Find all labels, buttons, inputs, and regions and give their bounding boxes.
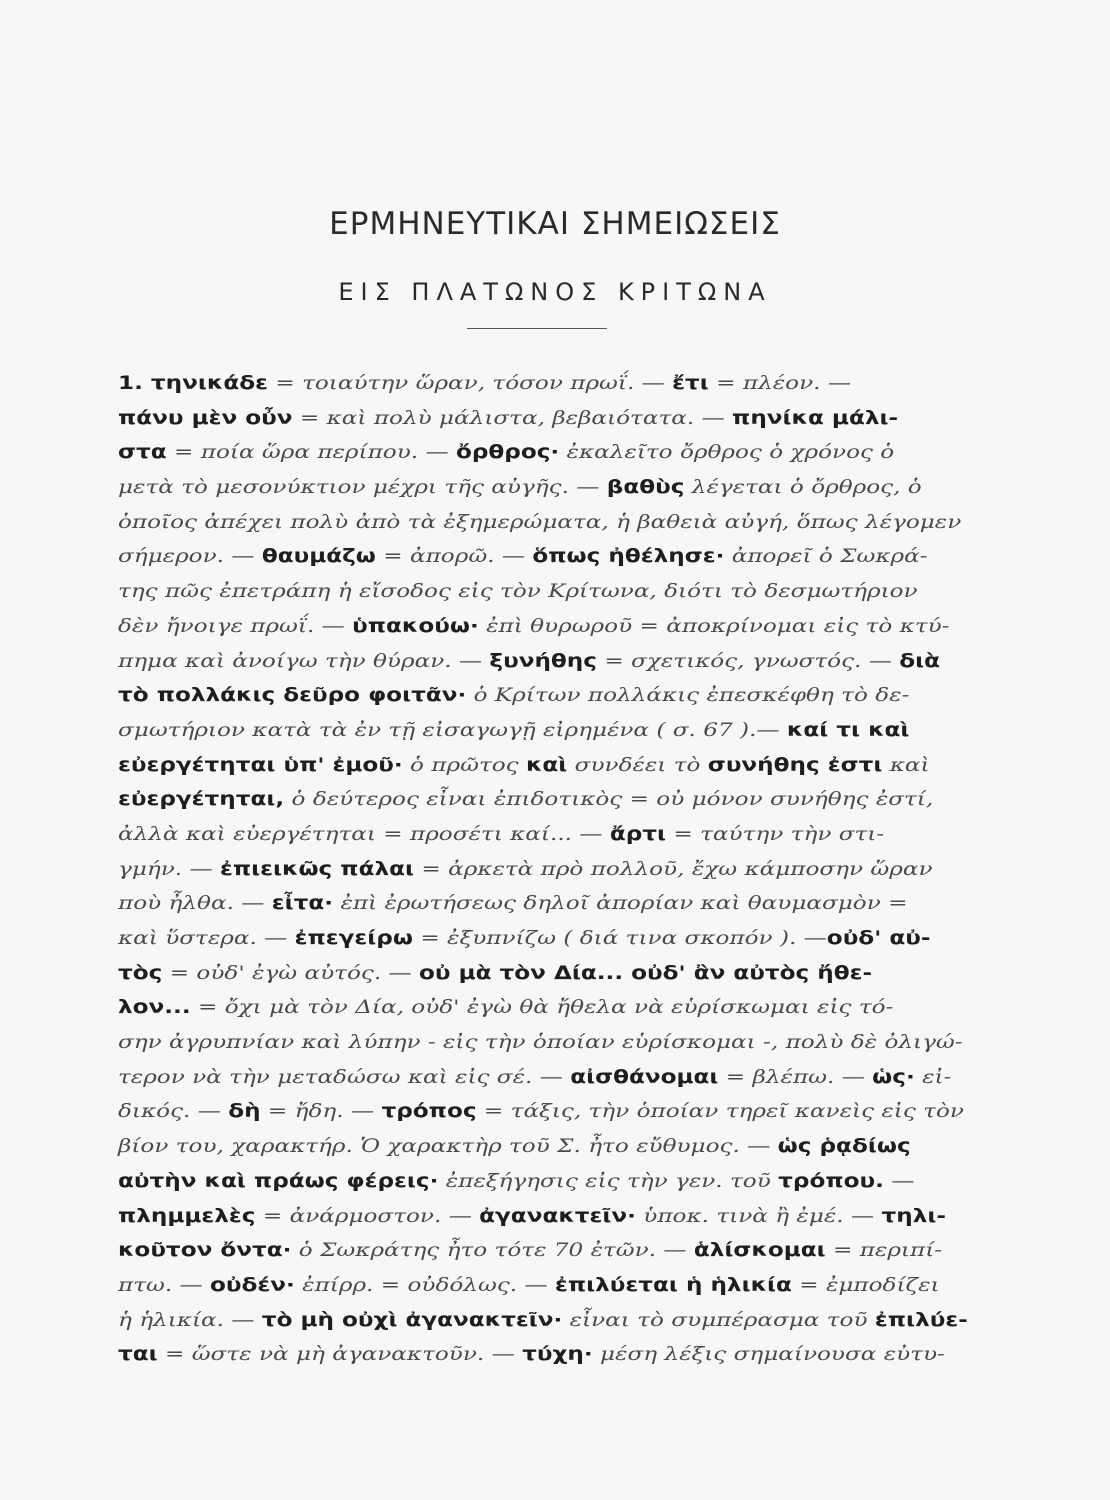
- gloss-text: —: [883, 1170, 915, 1192]
- gloss-text: = ἀνάρμοστον. —: [255, 1205, 480, 1227]
- text-line: [118, 679, 976, 714]
- text-line: [118, 645, 976, 680]
- lemma-term: πηνίκα μάλι-: [732, 407, 899, 429]
- lemma-term: ὡς ῥᾳδίως: [777, 1136, 911, 1158]
- gloss-text: = περιπί-: [825, 1240, 943, 1262]
- lemma-term: ὄρθρος·: [455, 442, 560, 464]
- text-line: [118, 1304, 976, 1339]
- gloss-text: σμωτήριον κατὰ τὰ ἐν τῇ εἰσαγωγῇ εἰρημένα ( σ. 67 ).—: [118, 719, 787, 741]
- gloss-text: της πῶς ἐπετράπη ἡ εἴσοδος εἰς τὸν Κρίτωνα, διότι τὸ δεσμωτήριον: [118, 581, 918, 603]
- gloss-text: = τοιαύτην ὥραν, τόσον πρωΐ. —: [268, 373, 673, 394]
- lemma-term: εἶτα·: [271, 893, 334, 915]
- text-line: [118, 506, 976, 541]
- gloss-text: ὁποῖος ἀπέχει πολὺ ἀπὸ τὰ ἐξημερώματα, ἡ βαθειὰ αὐγή, ὅπως λέγομεν: [118, 511, 962, 533]
- lemma-term: ἔτι: [672, 373, 709, 394]
- gloss-text: σήμερον. —: [118, 546, 262, 568]
- text-line: [118, 471, 976, 506]
- gloss-text: ποὺ ἦλθα. —: [118, 893, 272, 915]
- gloss-text: = ταύτην τὴν στι-: [666, 823, 885, 845]
- gloss-text: δικός. —: [118, 1101, 229, 1123]
- gloss-text: ὁ πρῶτος: [402, 754, 526, 776]
- gloss-text: λέγεται ὁ ὄρθρος, ὁ: [684, 477, 922, 499]
- page-subtitle: ΕΙΣ ΠΛΑΤΩΝΟΣ ΚΡΙΤΩΝΑ: [338, 278, 772, 306]
- lemma-term: ἐπιλύεται ἡ ἡλικία: [554, 1274, 792, 1296]
- gloss-text: πημα καὶ ἀνοίγω τὴν θύραν. —: [118, 650, 490, 672]
- lemma-term: κοῦτον ὄντα·: [118, 1240, 292, 1262]
- text-line: [118, 540, 976, 575]
- text-line: [118, 610, 976, 645]
- lemma-term: τὸς: [118, 962, 163, 984]
- lemma-term: δὴ: [228, 1101, 261, 1123]
- lemma-term: ἄρτι: [609, 823, 667, 845]
- gloss-text: = τάξις, τὴν ὁποίαν τηρεῖ κανεὶς εἰς τὸν: [476, 1101, 964, 1123]
- text-line: [118, 367, 976, 402]
- gloss-text: = ἀρκετὰ πρὸ πολλοῦ, ἔχω κάμποσην ὥραν: [414, 858, 933, 880]
- lemma-term: πλημμελὲς: [118, 1205, 256, 1227]
- text-line: [118, 783, 976, 818]
- lemma-term: εὐεργέτηται ὑπ' ἐμοῦ·: [118, 754, 403, 776]
- gloss-text: τερον νὰ τὴν μεταδώσω καὶ εἰς σέ. —: [118, 1066, 571, 1088]
- gloss-text: ἐπὶ θυρωροῦ = ἀποκρίνομαι εἰς τὸ κτύ-: [478, 615, 950, 637]
- lemma-term: τρόπος: [381, 1101, 477, 1123]
- text-line: [118, 957, 976, 992]
- gloss-text: καὶ ὕστερα. —: [118, 928, 295, 949]
- gloss-text: = ὥστε νὰ μὴ ἀγανακτοῦν. —: [157, 1344, 523, 1366]
- text-line: [118, 1095, 976, 1130]
- gloss-text: = ἐμποδίζει: [791, 1274, 940, 1296]
- gloss-text: ὁ δεύτερος εἶναι ἐπιδοτικὸς = οὐ μόνον συνήθης ἐστί,: [284, 789, 934, 811]
- text-line: [118, 991, 976, 1026]
- lemma-term: καὶ: [525, 754, 568, 776]
- gloss-text: πτω. —: [118, 1274, 211, 1296]
- lemma-term: οὐδ' αὐ-: [826, 928, 931, 949]
- text-line: [118, 749, 976, 784]
- lemma-term: εὐεργέτηται,: [118, 789, 285, 811]
- text-line: [118, 818, 976, 853]
- lemma-term: αὐτὴν καὶ πράως φέρεις·: [118, 1170, 439, 1192]
- lemma-term: ἁλίσκομαι: [693, 1240, 826, 1262]
- lemma-term: τὸ μὴ οὐχὶ ἀγανακτεῖν·: [261, 1309, 563, 1331]
- lemma-term: συνήθης ἐστι: [707, 754, 883, 776]
- text-line: [118, 1269, 976, 1304]
- gloss-text: συνδέει τὸ: [567, 754, 708, 776]
- commentary-body: [118, 367, 976, 1373]
- gloss-text: = βλέπω. —: [718, 1066, 873, 1088]
- text-line: [118, 436, 976, 471]
- lemma-term: τρόπου.: [778, 1170, 884, 1192]
- gloss-text: καὶ: [882, 754, 930, 776]
- gloss-text: ὁ Σωκράτης ἦτο τότε 70 ἐτῶν. —: [291, 1240, 694, 1262]
- lemma-term: ὅπως ἠθέλησε·: [532, 546, 725, 568]
- lemma-term: ἀγανακτεῖν·: [479, 1205, 636, 1227]
- gloss-text: ἀπορεῖ ὁ Σωκρά-: [724, 546, 928, 568]
- gloss-text: = ποία ὥρα περίπου. —: [166, 442, 456, 464]
- lemma-term: ἐπιεικῶς πάλαι: [219, 858, 415, 880]
- gloss-text: ὁ Κρίτων πολλάκις ἐπεσκέφθη τὸ δε-: [466, 685, 910, 707]
- text-line: [118, 1026, 976, 1061]
- lemma-term: οὐ μὰ τὸν Δία... οὐδ' ἂν αὐτὸς ἤθε-: [419, 962, 873, 984]
- lemma-term: ται: [118, 1344, 158, 1366]
- lemma-term: ἐπεγείρω: [294, 928, 413, 949]
- text-line: [118, 887, 976, 922]
- lemma-term: αἰσθάνομαι: [570, 1066, 719, 1088]
- gloss-text: ἐπίρρ. = οὐδόλως. —: [294, 1274, 555, 1296]
- text-line: [118, 1338, 976, 1373]
- text-line: [118, 1234, 976, 1269]
- gloss-text: μέση λέξις σημαίνουσα εὐτυ-: [592, 1344, 945, 1366]
- text-line: [118, 714, 976, 749]
- gloss-text: ἐκαλεῖτο ὄρθρος ὁ χρόνος ὁ: [559, 442, 895, 464]
- gloss-text: = οὐδ' ἐγὼ αὐτός. —: [162, 962, 420, 984]
- lemma-term: λον...: [118, 997, 191, 1019]
- title-divider: [467, 328, 607, 329]
- gloss-text: = σχετικός, γνωστός. —: [596, 650, 900, 672]
- lemma-term: ὡς·: [872, 1066, 915, 1088]
- lemma-term: 1. τηνικάδε: [118, 373, 268, 394]
- lemma-term: στα: [118, 442, 167, 464]
- gloss-text: = ἐξυπνίζω ( διά τινα σκοπόν ). —: [412, 928, 827, 949]
- lemma-term: θαυμάζω: [261, 546, 376, 568]
- gloss-text: βίον του, χαρακτήρ. Ὁ χαρακτὴρ τοῦ Σ. ἦτο εὔθυμος. —: [118, 1136, 778, 1158]
- lemma-term: τηλι-: [881, 1205, 946, 1227]
- gloss-text: εἶναι τὸ συμπέρασμα τοῦ: [562, 1309, 875, 1331]
- gloss-text: σην ἀγρυπνίαν καὶ λύπην - εἰς τὴν ὁποίαν εὑρίσκομαι -, πολὺ δὲ ὀλιγώ-: [118, 1032, 963, 1054]
- lemma-term: τύχη·: [522, 1344, 593, 1366]
- gloss-text: ὑποκ. τινὰ ἢ ἐμέ. —: [635, 1205, 882, 1227]
- gloss-text: ἐπεξήγησις εἰς τὴν γεν. τοῦ: [438, 1170, 779, 1192]
- gloss-text: εἰ-: [914, 1066, 952, 1088]
- gloss-text: γμήν. —: [118, 858, 220, 880]
- text-line: [118, 922, 976, 957]
- lemma-term: διὰ: [899, 650, 941, 672]
- gloss-text: μετὰ τὸ μεσονύκτιον μέχρι τῆς αὐγῆς. —: [118, 477, 607, 499]
- lemma-term: βαθὺς: [606, 477, 685, 499]
- lemma-term: ἐπιλύε-: [874, 1309, 968, 1331]
- text-line: [118, 1165, 976, 1200]
- lemma-term: ξυνήθης: [489, 650, 597, 672]
- lemma-term: ὑπακούω·: [352, 615, 479, 637]
- text-line: [118, 402, 976, 437]
- lemma-term: πάνυ μὲν οὖν: [118, 407, 293, 429]
- gloss-text: = ὄχι μὰ τὸν Δία, οὐδ' ἐγὼ θὰ ἤθελα νὰ εὑρίσκωμαι εἰς τό-: [190, 997, 894, 1019]
- text-line: [118, 1061, 976, 1096]
- gloss-text: = ἤδη. —: [260, 1101, 382, 1123]
- page-title: ΕΡΜΗΝΕΥΤΙΚΑΙ ΣΗΜΕΙΩΣΕΙΣ: [329, 206, 781, 242]
- lemma-term: τὸ πολλάκις δεῦρο φοιτᾶν·: [118, 685, 467, 707]
- gloss-text: ἡ ἡλικία. —: [118, 1309, 262, 1331]
- lemma-term: οὐδέν·: [210, 1274, 295, 1296]
- text-line: [118, 1130, 976, 1165]
- text-line: [118, 853, 976, 888]
- gloss-text: ἀλλὰ καὶ εὐεργέτηται = προσέτι καί... —: [118, 823, 610, 845]
- lemma-term: καί τι καὶ: [786, 719, 910, 741]
- gloss-text: ἐπὶ ἐρωτήσεως δηλοῖ ἀπορίαν καὶ θαυμασμὸν =: [333, 893, 908, 915]
- gloss-text: δὲν ἤνοιγε πρωΐ. —: [118, 615, 353, 637]
- gloss-text: = ἀπορῶ. —: [375, 546, 533, 568]
- gloss-text: = καὶ πολὺ μάλιστα, βεβαιότατα. —: [292, 407, 733, 429]
- text-line: [118, 1200, 976, 1235]
- gloss-text: = πλέον. —: [708, 373, 851, 394]
- text-line: [118, 575, 976, 610]
